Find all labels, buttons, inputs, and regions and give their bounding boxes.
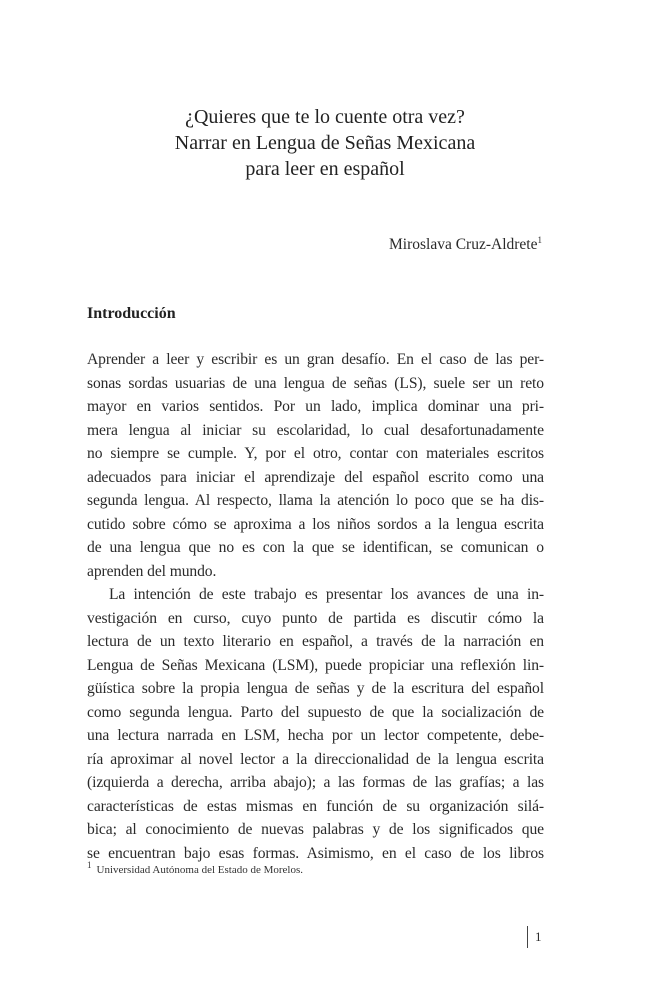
body-text — [87, 348, 544, 865]
text-line: (izquierda a derecha, arriba abajo); a las formas de las grafías; a las — [87, 774, 544, 791]
text-line: adecuados para iniciar el aprendizaje del español escrito como una — [87, 468, 544, 486]
text-line: aprenden del mundo. — [87, 562, 217, 580]
text-line: segunda lengua. Al respecto, llama la atención lo poco que se ha dis- — [87, 492, 544, 509]
footnote-mark: 1 — [87, 860, 92, 871]
text-line: Aprender a leer y escribir es un gran desafío. En el caso de las per- — [87, 351, 544, 368]
page-number: 1 — [527, 926, 542, 948]
text-line: mayor en varios sentidos. Por un lado, implica dominar una pri- — [87, 398, 544, 415]
author-name-text: Miroslava Cruz-Aldrete — [389, 236, 538, 253]
footnote-text: Universidad Autónoma del Estado de Morelos. — [96, 864, 304, 876]
author-name — [389, 236, 542, 254]
footnote — [87, 860, 304, 876]
text-line: La intención de este trabajo es presentar los avances de una in- — [109, 586, 544, 603]
text-line: güística sobre la propia lengua de señas y de la escritura del español — [87, 680, 544, 697]
text-line: vestigación en curso, cuyo punto de partida es discutir cómo la — [87, 609, 544, 627]
text-line: no siempre se cumple. Y, por el otro, contar con materiales escritos — [87, 445, 544, 462]
title-line: para leer en español — [245, 158, 405, 180]
text-line: como segunda lengua. Parto del supuesto de que la socialización de — [87, 703, 544, 721]
text-line: se encuentran bajo esas formas. Asimismo, en el caso de los libros — [87, 844, 544, 862]
text-line: lectura de un texto literario en español, a través de la narración en — [87, 633, 544, 650]
title-line: Narrar en Lengua de Señas Mexicana — [174, 132, 476, 154]
text-line: de una lengua que no es con la que se identifican, se comunican o — [87, 539, 544, 556]
text-line: una lectura narrada en LSM, hecha por un lector competente, debe- — [87, 727, 544, 744]
footnote-reference[interactable]: 1 — [537, 234, 542, 245]
text-line: Lengua de Señas Mexicana (LSM), puede propiciar una reflexión lin- — [87, 656, 544, 674]
text-line: bica; al conocimiento de nuevas palabras y de los significados que — [87, 821, 544, 838]
title-line: ¿Quieres que te lo cuente otra vez? — [185, 106, 465, 128]
text-line: mera lengua al iniciar su escolaridad, lo cual desafortunadamente — [87, 421, 544, 439]
text-line: características de estas mismas en función de su organización silá- — [87, 797, 544, 815]
text-line: ría aproximar al novel lector a la direccionalidad de la lengua escrita — [87, 750, 544, 768]
text-line: cutido sobre cómo se aproxima a los niños sordos a la lengua escrita — [87, 515, 544, 533]
chapter-title — [0, 104, 650, 182]
text-line: sonas sordas usuarias de una lengua de señas (LS), suele ser un reto — [87, 374, 544, 392]
section-heading: Introducción — [87, 305, 176, 322]
